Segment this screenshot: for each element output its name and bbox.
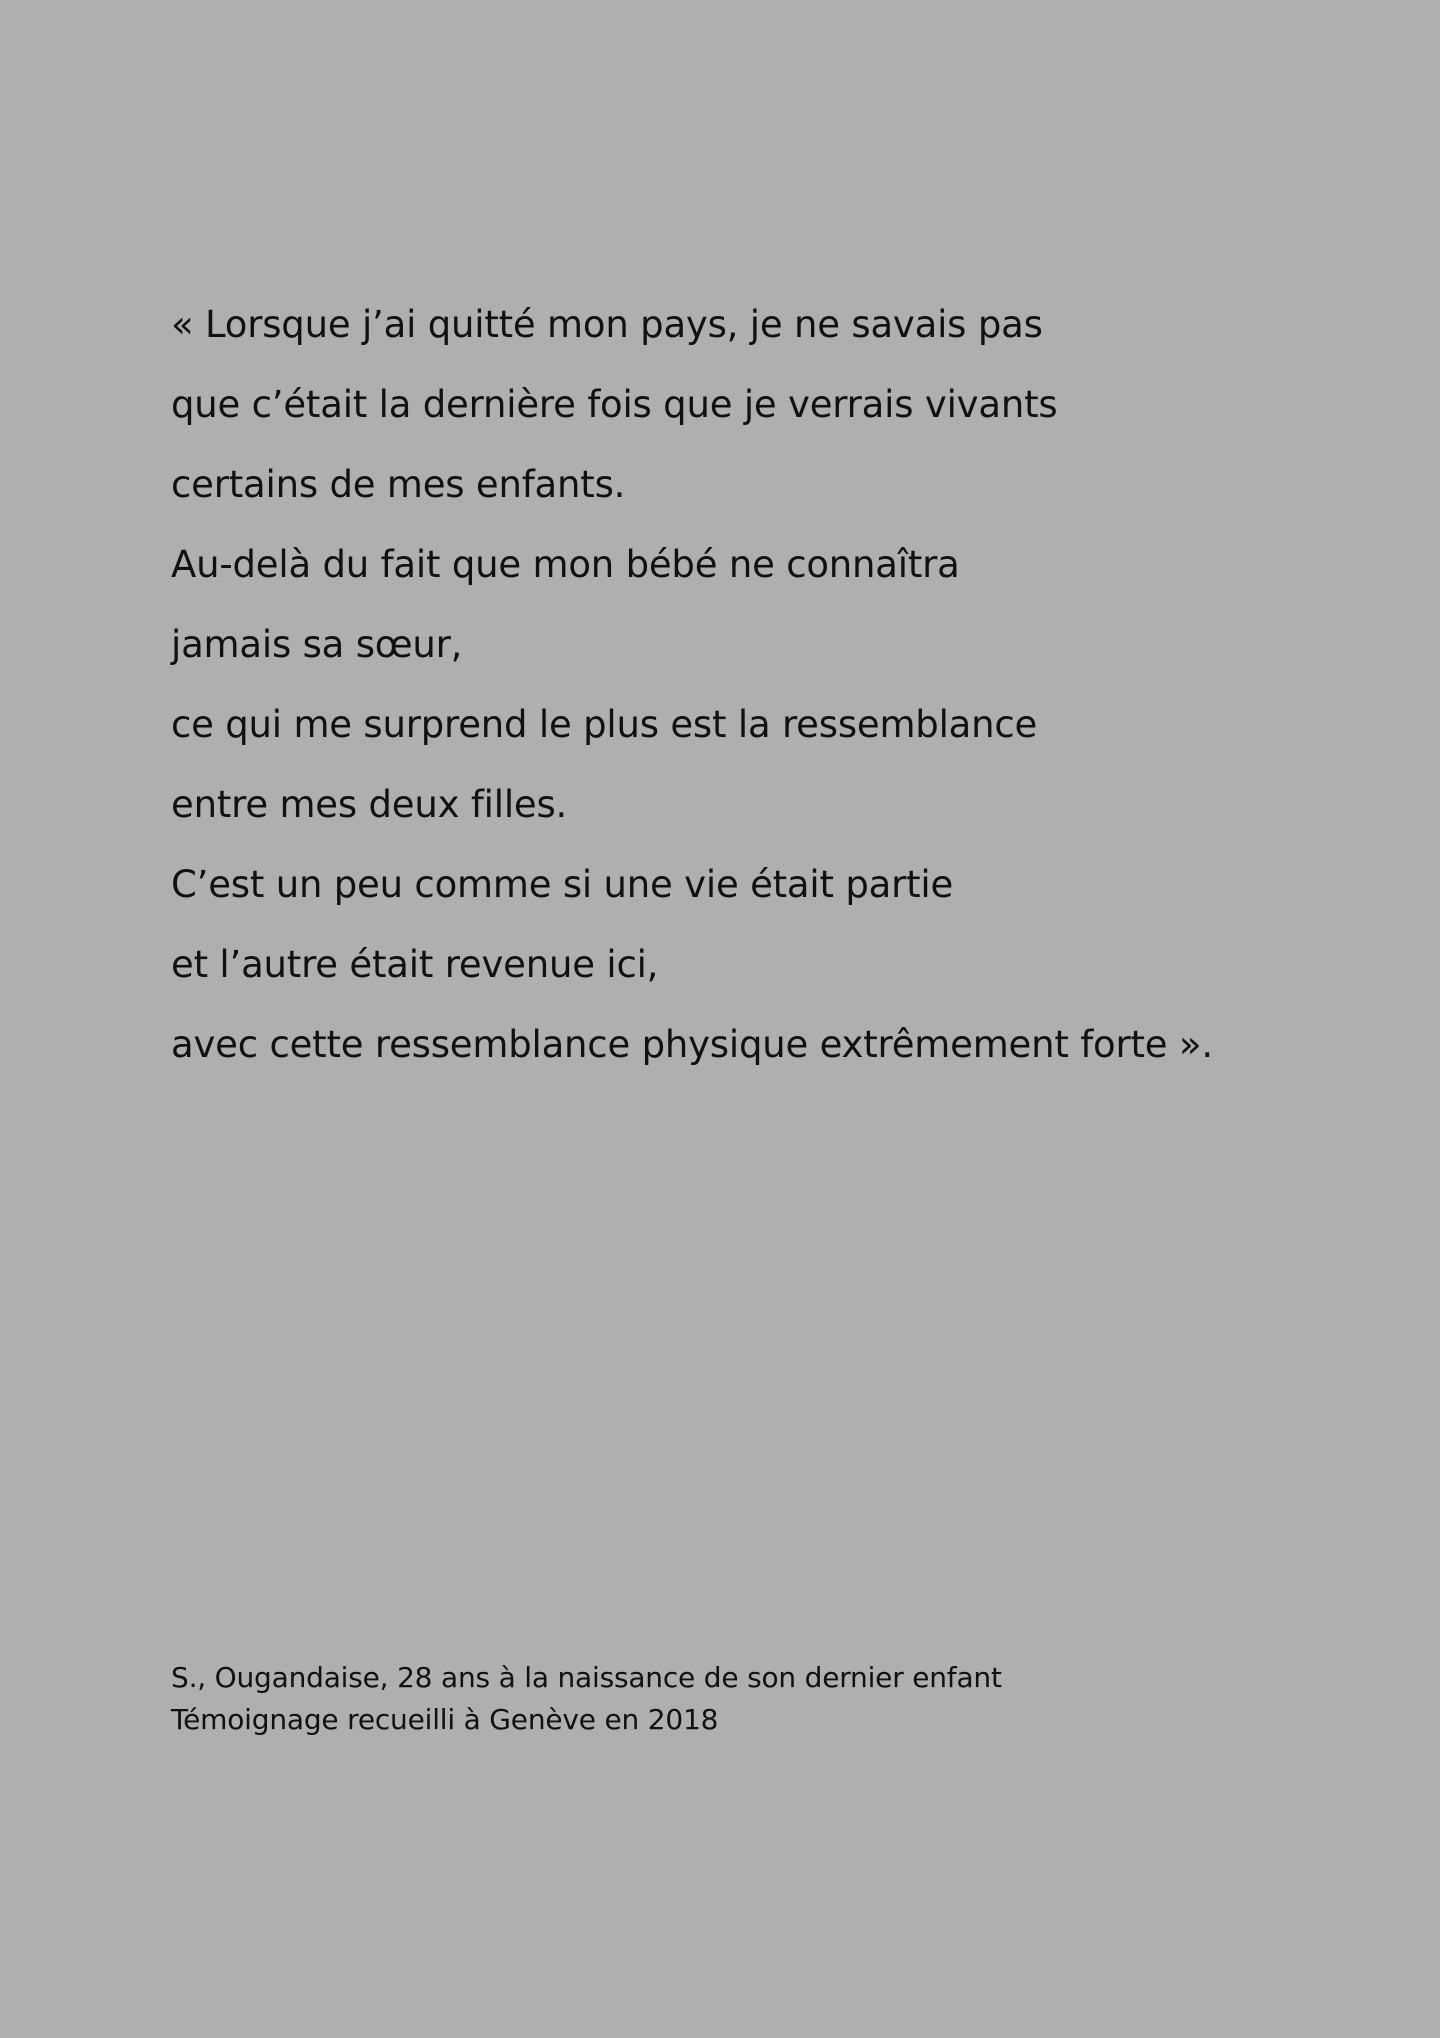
quote-line: entre mes deux filles. <box>171 783 568 826</box>
attribution-author: S., Ougandaise, 28 ans à la naissance de son dernier enfant <box>171 1661 1002 1694</box>
quote-line: et l’autre était revenue ici, <box>171 943 659 986</box>
quote-attribution <box>171 1657 1321 1741</box>
quote-line: avec cette ressemblance physique extrêmement forte ». <box>171 1023 1213 1066</box>
quote-line: que c’était la dernière fois que je verrais vivants <box>171 383 1058 426</box>
testimony-quote <box>171 285 1321 1085</box>
quote-line: jamais sa sœur, <box>171 623 463 666</box>
quote-line: « Lorsque j’ai quitté mon pays, je ne savais pas <box>171 303 1043 346</box>
attribution-source: Témoignage recueilli à Genève en 2018 <box>171 1703 719 1736</box>
quote-line: Au-delà du fait que mon bébé ne connaîtra <box>171 543 960 586</box>
quote-line: certains de mes enfants. <box>171 463 626 506</box>
quote-line: C’est un peu comme si une vie était partie <box>171 863 954 906</box>
quote-line: ce qui me surprend le plus est la ressemblance <box>171 703 1038 746</box>
